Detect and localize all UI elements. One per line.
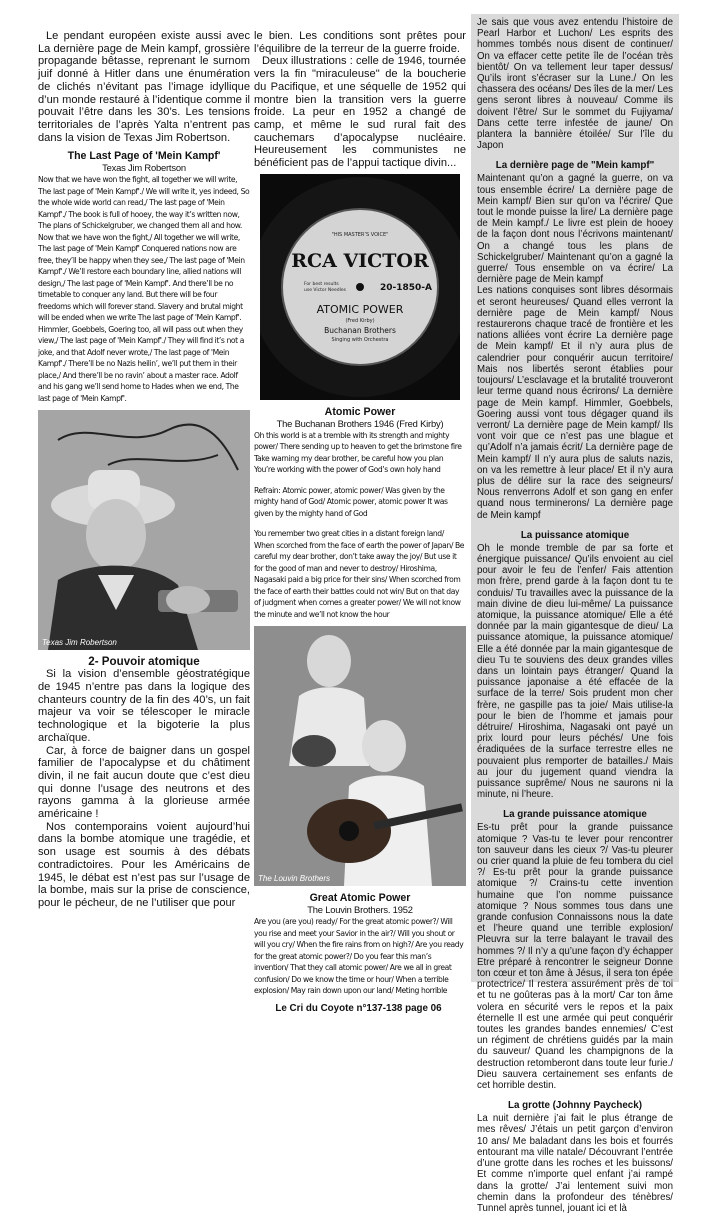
portrait-illustration [38, 410, 250, 650]
paragraph: Si la vision d’ensemble géostratégique de 1945 n’entre pas dans la logique des chanteurs country de la fin des 40’s, un fait majeur va voir se télescoper le miracle technologique et la bigoterie la plus archaïque. [38, 668, 250, 744]
song2-artist: The Buchanan Brothers 1946 (Fred Kirby) [276, 417, 444, 429]
photo1-caption: Texas Jim Robertson [42, 638, 117, 648]
translation-title: La grande puissance atomique [503, 809, 647, 821]
translation-paragraph: Les nations conquises sont libres désormais et seront heureuses/ Quand elles verront la dernière page de Mein kampf/ Nous restaurerons chaque tracé de frontière et les nations alliées vont écrire La dernière page de Mein kampf/ Et il n’y aura plus de calendrier pour conquérir aucun territoire/ Mais nos libertés seront établies pour toujours/ L’esclavage et la brutalité trouveront leur terme quand nous écrirons/ La dernière page de Mein kampf. Himmler, Goebbels, Goering aussi vont tous dégager quand ils verront/ La dernière page de Mein kampf/ Ils vont voir que ce n’est pas une blague et qu’Adolf n’a jamais écrit/ La dernière page de Mein kampf/ Il n’y aura plus de saluts nazis, on va les remettre à leur place/ Et il n’y aura plus de délire sur la race des seigneurs/ Nous renverrons Adolf et son gang en enfer quand nous terminerons/ La dernière page de Mein kampf [477, 285, 673, 521]
translation-paragraph: Maintenant qu’on a gagné la guerre, on va tous ensemble écrire/ La dernière page de Mein kampf/ Bien sur qu’on va l’écrire/ Que tout le monde puisse la lire/ La dernière page de Mein kampf./ Le livre est plein de hooey de la façon dont nous l’écrivons maintenant/ On a changé tous les plans de Schickelgruber/ Maintenant qu’on a gagné la guerre/ Tous ensemble on va écrire/ La dernière page de Mein kampf [477, 173, 673, 286]
label-artist: Buchanan Brothers [324, 325, 396, 335]
translation-title: La dernière page de "Mein kampf" [495, 160, 655, 172]
photo3-caption: The Louvin Brothers [258, 874, 331, 884]
song2-title: Atomic Power [324, 405, 396, 418]
translation-title: La grotte (Johnny Paycheck) [508, 1100, 642, 1112]
record-label-illustration [260, 174, 460, 400]
paragraph: Deux illustrations : celle de 1946, tournée vers la fin "miraculeuse" de la boucherie du Pacifique, et une séquelle de 1952 qui montre bien la transition vers la guerre froide. La peur en 1952 a changé de camp, et même le sud rural fait des cauchemars d’apocalypse nucléaire. Heureusement les communistes ne bénéficient pas de l’appui tactique divin... [254, 55, 466, 170]
page-footer: Le Cri du Coyote n°137-138 page 06 [275, 1003, 442, 1014]
column-1 [38, 30, 250, 910]
song1-artist: Texas Jim Robertson [102, 162, 186, 174]
label-song-title: ATOMIC POWER [316, 302, 404, 316]
texas-jim-robertson-photo [38, 410, 250, 650]
label-left-1: For best results [304, 281, 339, 287]
song2-lyrics: You remember two great cities in a distant foreign land/ When scorched from the face of earth the power of Japan/ Be careful my dear brother, don’t take away the joy/ But use it for the good of man and never to destroy/ Hiroshima, Nagasaki paid a big price for their sins/ When scorched from the face of earth their battles could not win/ But on that day of judgment when comes a greater power/ We will not know the minute and we’ll not know the hour [254, 528, 465, 619]
label-brand: RCA VICTOR [291, 249, 429, 272]
label-number: 20-1850-A [380, 282, 433, 293]
translation-paragraph: La nuit dernière j’ai fait le plus étrange de mes rêves/ J’étais un petit garçon d’environ 10 ans/ Me baladant dans les bois et fourrés entourant ma ville natale/ Découvrant l’entrée d’une grotte dans les roches et les buissons/ Et comme n’importe quel enfant j’ai rampé dans la grotte/ J’ai lentement suivi mon chemin dans la profondeur des ténèbres/ Tunnel après tunnel, jouant ici et là [477, 1113, 673, 1214]
section-title: 2- Pouvoir atomique [88, 655, 200, 669]
song1-lyrics: Now that we have won the fight, all together we will write, The last page of 'Mein Kampf'./ We will write it, yes indeed, So the whole wide world can read,/ The last page of 'Mein Kampf'./ The book is full of hooey, the way it’s written now, The plans of Schickelgruber, we changed them all and how. Now that we have won the fight,/ All together we will write, The last page of 'Mein Kampf' Conquered nations now are free, they’ll be happy when they see,/ The last page of 'Mein Kampf'./ We’ll restore each boundary line, allied nations will design,/ The last page of 'Mein Kampf'. And there’ll be no timetable to conquer any land. But there will be four freedoms which will forever stand. Slavery and brutal might will be ended when we write The last page of 'Mein Kampf'. Himmler, Goebbels, Goering too, all will pass out when they view,/ The last page of 'Mein Kampf'./ They will find it’s not a joke, and that Adolf never wrote,/ The last page of 'Mein Kampf'./ There’ll be no Nazis heilin’, we’ll put them in their place,/ And there’ll be no ravin’ about a master race. Adolf and his gang we’ll send home to Hades when we end, The last page of 'Mein Kampf'. [38, 174, 250, 403]
translation-title: La puissance atomique [520, 529, 630, 541]
paragraph: Nos contemporains voient aujourd’hui dans la bombe atomique une tragédie, et son usage est soumis à des débats contradictoires. Pour les Américains de 1945, le débat est n’est pas sur l’usage de la bombe, mais sur la prise de conscience, pour le pécheur, de ne l’utiliser que pour [38, 820, 250, 909]
label-left-2: use Victor Needles [304, 287, 347, 293]
translation-paragraph: Je sais que vous avez entendu l’histoire de Pearl Harbor et Luchon/ Les esprits des hommes tombés nous disent de continuer/ On va effacer cette petite île de l’océan très bientôt/ On va tellement leur taper dessus/ Qu’ils iront s’écraser sur la Lune./ On les chassera des océans/ Des îles de la mer/ Les gens seront libres à nouveau/ Comme ils doivent l’être/ Sur le sommet du Fujiyama/ Dans cette terre infestée de jaune/ On plantera la bannière étoilée/ Sur l’île du Japon [477, 17, 674, 152]
intro-paragraph: Le pendant européen existe aussi avec La dernière page de Mein kampf, grossière propagande bêtasse, reprenant le surnom juif donné à Hitler dans une énumération de clichés n’évitant pas l’image idyllique d’un monde restauré à l’identique comme il pouvait l’être dans les 30’s. Les tensions territoriales de l’après Yalta n’entrent pas dans la vision de Texas Jim Robertson. [38, 30, 250, 144]
paragraph: Car, à force de baigner dans un gospel familier de l’apocalypse et du châtiment divin, il ne fait aucun doute que c’est dieu qui donne l’usage des neutrons et des rayons gamma à la glorieuse armée américaine ! [38, 744, 250, 821]
song2-lyrics: Oh this world is at a tremble with its strength and mighty power/ There sending up to heaven to get the brimstone fire Take warning my dear brother, be careful how you plan You’re working with the power of God’s own holy hand [254, 429, 462, 475]
translation-paragraph: Oh le monde tremble de par sa forte et énergique puissance/ Qu’ils envoient au ciel pour avoir le feu de l’enfer/ Fais attention mon frère, prend garde à la façon dont tu te conduis/ Tu travailles avec la puissance de la main divine de dieu lui-même/ La puissance atomique, la puissance atomique/ Elle a été donnée par la main gigantesque de dieu/ La puissance atomique, la puissance atomique/ Elle a été donnée par la main gigantesque de dieu Tu te souviens des deux grandes villes dans un lointain pays étranger/ Quand la puissance japonaise a été effacée de la surface de la terre/ Sois prudent mon cher frère, ne gaspille pas ta joie/ Mais utilise-la pour le bien de l’homme et jamais pour détruire/ Hiroshima, Nagasaki ont payé un prix lourd pour leurs péchés/ Une fois éradiquées de la surface terrestre elles ne pouvaient plus remporter de batailles./ Mais au jour du jugement quand viendra la puissance suprême/ Nous ne saurons ni la minute, ni l’heure. [477, 542, 673, 801]
label-top: "HIS MASTER’S VOICE" [331, 231, 389, 238]
rca-victor-record-photo [260, 174, 460, 400]
column-2 [254, 30, 466, 997]
translations-box [471, 14, 679, 1214]
louvin-brothers-photo [254, 626, 466, 886]
duo-illustration [254, 626, 466, 886]
song3-artist: The Louvin Brothers. 1952 [307, 904, 413, 916]
label-artist-sub: Singing with Orchestra [331, 336, 389, 343]
song3-title: Great Atomic Power [309, 892, 411, 905]
paragraph: le bien. Les conditions sont prêtes pour l’équilibre de la terreur de la guerre froide. [254, 30, 466, 55]
song2-refrain: Refrain: Atomic power, atomic power/ Was given by the mighty hand of God/ Atomic power, atomic power It was given by the mighty hand of God [254, 484, 448, 518]
translation-paragraph: Es-tu prêt pour la grande puissance atomique ? Vas-tu te lever pour rencontrer ton sauveur dans les cieux ?/ Vas-tu pleurer ou crier quand la pluie de feu tombera du ciel ?/ Es-tu prêt pour la grande puissance atomique ?/ Crains-tu cette invention humaine que l’on nomme puissance atomique ? Nous sommes tous dans une grande confusion Connaissons nous la date et l’heure quand une terrible explosion/ Pleuvra sur la terre balayant le travail des hommes ?/ Il n’y a qu’une façon d’y échapper Etre préparé à rencontrer le seigneur Donne ton cœur et ton âme à Jésus, il sera ton épée protectrice/ Il restera assurément près de toi et tu ne goûteras pas à la mort/ Car ton âme volera en sécurité vers le repos et la paix éternelle Il est une armée qui peut conquérir toutes les grandes bandes ennemies/ C’est un régiment de chrétiens guidés par la main du sauveur/ Quand les champignons de la destruction retomberont dans toute leur furie./ Dieu sauvera certainement ses enfants de cet horrible destin. [477, 822, 674, 1092]
label-credit: (Fred Kirby) [345, 317, 375, 324]
song1-title: The Last Page of 'Mein Kampf' [67, 150, 221, 163]
song3-lyrics: Are you (are you) ready/ For the great atomic power?/ Will you rise and meet your Savior in the air?/ Will you shout or will you cry/ When the fire rains from on high?/ Are you ready for the great atomic power?/ Do you fear this man’s invention/ That they call atomic power/ Are we all in great confusion/ Do we know the time or hour/ When a terrible explosion/ May rain down upon our land/ Meting horrible [254, 916, 464, 996]
